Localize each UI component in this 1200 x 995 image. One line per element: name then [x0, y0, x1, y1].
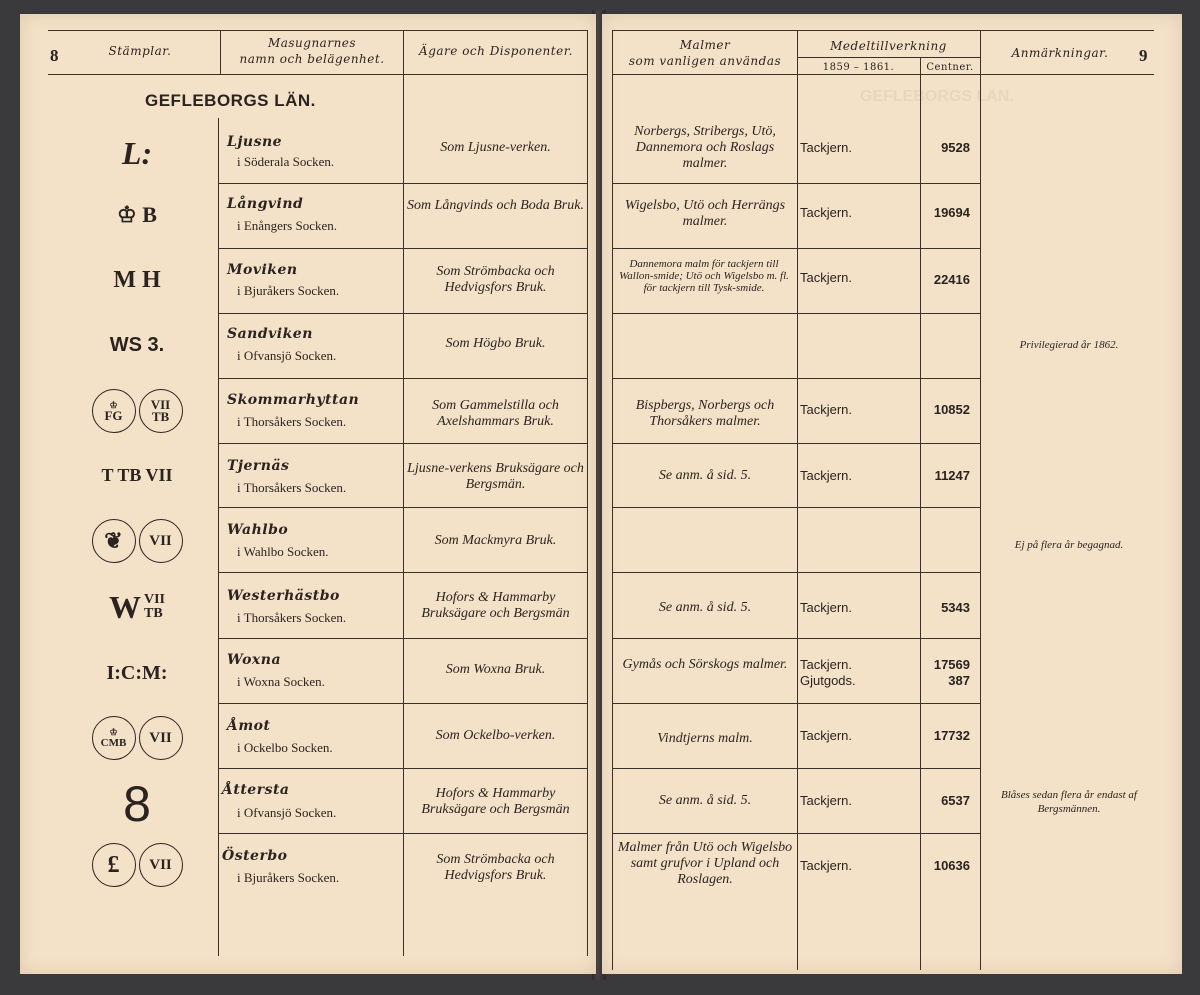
furnace-name: Åttersta: [222, 782, 290, 798]
header-furnace-2: namn och belägenhet.: [239, 52, 385, 66]
county-heading: GEFLEBORGS LÄN.: [145, 91, 316, 110]
row-rule-right: [612, 313, 980, 314]
furnace-name: Westerhästbo: [227, 588, 340, 604]
row-rule-right: [612, 443, 980, 444]
product-amount: 17569: [933, 657, 970, 672]
ores-cell: Bispbergs, Norbergs och Thorsåkers malmer.: [635, 398, 775, 429]
ores-cell: Se anm. å sid. 5.: [658, 600, 752, 615]
stamp-mark: [42, 840, 232, 890]
product-kind: Tackjern.: [800, 270, 853, 285]
header-stamps: Stämplar.: [108, 44, 172, 58]
stamp-mark: ♔ B: [117, 202, 157, 227]
furnace-name: Skommarhyttan: [227, 392, 360, 408]
ores-cell: Se anm. å sid. 5.: [658, 468, 752, 483]
row-rule-left: [218, 768, 588, 769]
furnace-location: i Söderala Socken.: [237, 154, 335, 169]
product-kind: Tackjern.: [800, 140, 853, 155]
header-ores-2: som vanligen användas: [628, 54, 782, 68]
row-rule-right: [612, 572, 980, 573]
row-rule-right: [612, 248, 980, 249]
header-rule-bottom-left: [48, 74, 588, 75]
stamp-mark: [42, 713, 232, 763]
product-amount: 10852: [933, 402, 970, 417]
furnace-name: Ljusne: [227, 134, 283, 150]
stamp-circle: ♔ FG: [92, 389, 136, 433]
furnace-location: i Ofvansjö Socken.: [237, 805, 337, 820]
owner-cell: Som Woxna Bruk.: [445, 662, 546, 677]
furnace-name: Woxna: [227, 652, 282, 668]
product-amount: 11247: [934, 468, 970, 483]
product-amount: 17732: [933, 728, 970, 743]
row-rule-left: [218, 313, 588, 314]
product-kind: Tackjern.: [800, 657, 853, 672]
furnace-name: Åmot: [227, 718, 271, 734]
ores-cell: Norbergs, Stribergs, Utö, Dannemora och Roslags malmer.: [634, 124, 776, 171]
product-kind: Tackjern.: [800, 858, 853, 873]
row-rule-right: [612, 183, 980, 184]
row-rule-right: [612, 833, 980, 834]
owner-cell: Hofors & Hammarby Bruksägare och Bergsmän: [421, 786, 570, 817]
stamp-mark: L:: [121, 134, 153, 171]
header-rule-top-left: [48, 30, 588, 31]
ores-cell: Malmer från Utö och Wigelsbo samt grufvor i Upland och Roslagen.: [617, 840, 793, 887]
stamp-circle: ♔ CMB: [92, 716, 136, 760]
furnace-location: i Thorsåkers Socken.: [237, 610, 347, 625]
row-rule-left: [218, 443, 588, 444]
furnace-name: Tjernäs: [227, 458, 290, 474]
col-line: [220, 30, 221, 75]
stamp-circle: VII: [139, 519, 183, 563]
header-furnace-1: Masugnarnes: [267, 36, 357, 50]
col-line: [980, 30, 981, 970]
row-rule-left: [218, 833, 588, 834]
furnace-name: Österbo: [222, 848, 288, 864]
ores-cell: Dannemora malm för tackjern till Wallon-smide; Utö och Wigelsbo m. fl. för tackjern till Tysk-smide.: [619, 258, 789, 294]
furnace-name: Moviken: [227, 262, 298, 278]
production-subrule: [797, 57, 980, 58]
owner-cell: Som Gammelstilla och Axelshammars Bruk.: [432, 398, 559, 429]
remark-cell: Ej på flera år begagnad.: [1014, 539, 1124, 551]
stamp-circle: VII: [139, 843, 183, 887]
furnace-location: i Bjuråkers Socken.: [237, 283, 340, 298]
product-kind: Tackjern.: [800, 793, 853, 808]
product-amount: 9528: [941, 140, 970, 155]
product-kind: Gjutgods.: [800, 673, 856, 688]
row-rule-left: [218, 572, 588, 573]
furnace-name: Långvind: [227, 196, 304, 212]
header-remarks: Anmärkningar.: [1011, 46, 1109, 60]
row-rule-right: [612, 638, 980, 639]
row-rule-right: [612, 768, 980, 769]
row-rule-left: [218, 638, 588, 639]
owner-cell: Som Långvinds och Boda Bruk.: [407, 198, 584, 213]
row-rule-right: [612, 378, 980, 379]
product-kind: Tackjern.: [800, 402, 853, 417]
product-amount: 22416: [933, 272, 970, 287]
row-rule-left: [218, 378, 588, 379]
product-kind: Tackjern.: [800, 728, 853, 743]
furnace-location: i Thorsåkers Socken.: [237, 480, 347, 495]
owner-cell: Som Strömbacka och Hedvigsfors Bruk.: [436, 852, 555, 883]
furnace-name: Sandviken: [227, 326, 313, 342]
furnace-location: i Ockelbo Socken.: [237, 740, 333, 755]
stamp-mark: W VII TB: [108, 588, 165, 625]
stamp-circle: VII: [139, 716, 183, 760]
owner-cell: Som Mackmyra Bruk.: [434, 533, 557, 548]
furnace-location: i Enångers Socken.: [237, 218, 338, 233]
stamp-mark: T TB VII: [101, 464, 173, 485]
stamp-mark: 8: [123, 776, 151, 832]
stamp-mark: [42, 386, 232, 436]
col-line: [587, 30, 588, 956]
header-production: Medeltillverkning: [830, 39, 947, 53]
stamp-circle: VII TB: [139, 389, 183, 433]
ores-cell: Se anm. å sid. 5.: [658, 793, 752, 808]
owner-cell: Som Ockelbo-verken.: [435, 728, 556, 743]
product-amount: 19694: [933, 205, 970, 220]
page-number-left: 8: [50, 46, 59, 65]
row-rule-right: [612, 703, 980, 704]
stamp-mark: [42, 516, 232, 566]
page-number-right: 9: [1139, 46, 1148, 65]
header-ores-1: Malmer: [679, 38, 731, 52]
product-kind: Tackjern.: [800, 468, 853, 483]
stamp-circle: ❦: [92, 519, 136, 563]
furnace-location: i Wahlbo Socken.: [237, 544, 329, 559]
remark-cell: Privilegierad år 1862.: [1019, 339, 1119, 351]
product-kind: Tackjern.: [800, 205, 853, 220]
col-line: [612, 30, 613, 970]
row-rule-left: [218, 248, 588, 249]
row-rule-left: [218, 507, 588, 508]
row-rule-left: [218, 703, 588, 704]
furnace-location: i Thorsåkers Socken.: [237, 414, 347, 429]
product-amount: 10636: [933, 858, 970, 873]
row-rule-right: [612, 507, 980, 508]
furnace-name: Wahlbo: [227, 522, 289, 538]
product-amount: 5343: [941, 600, 970, 615]
remark-cell: Blåses sedan flera år endast af Bergsmännen.: [1001, 789, 1137, 815]
col-line: [797, 30, 798, 970]
furnace-location: i Ofvansjö Socken.: [237, 348, 337, 363]
header-rule-top-right: [612, 30, 1154, 31]
owner-cell: Som Ljusne-verken.: [440, 140, 551, 155]
owner-cell: Hofors & Hammarby Bruksägare och Bergsmän: [421, 590, 570, 621]
stamp-mark: M H: [113, 266, 161, 293]
furnace-location: i Woxna Socken.: [237, 674, 325, 689]
row-rule-left: [218, 183, 588, 184]
product-amount: 6537: [941, 793, 970, 808]
owner-cell: Som Strömbacka och Hedvigsfors Bruk.: [436, 264, 555, 295]
show-through-text: GEFLEBORGS LÄN.: [860, 88, 1014, 105]
ores-cell: Gymås och Sörskogs malmer.: [622, 657, 788, 672]
owner-cell: Som Högbo Bruk.: [445, 336, 546, 351]
stamp-mark: I:C:M:: [106, 661, 168, 684]
product-kind: Tackjern.: [800, 600, 853, 615]
product-amount: 387: [948, 673, 970, 688]
stamp-mark: WS 3.: [109, 333, 165, 356]
owner-cell: Ljusne-verkens Bruksägare och Bergsmän.: [407, 461, 584, 492]
furnace-location: i Bjuråkers Socken.: [237, 870, 340, 885]
header-owners: Ägare och Disponenter.: [419, 44, 573, 58]
ores-cell: Wigelsbo, Utö och Herrängs malmer.: [624, 198, 786, 229]
ores-cell: Vindtjerns malm.: [657, 731, 753, 746]
header-unit: Centner.: [926, 62, 974, 73]
header-years: 1859 – 1861.: [822, 62, 895, 73]
stamp-circle: £: [92, 843, 136, 887]
